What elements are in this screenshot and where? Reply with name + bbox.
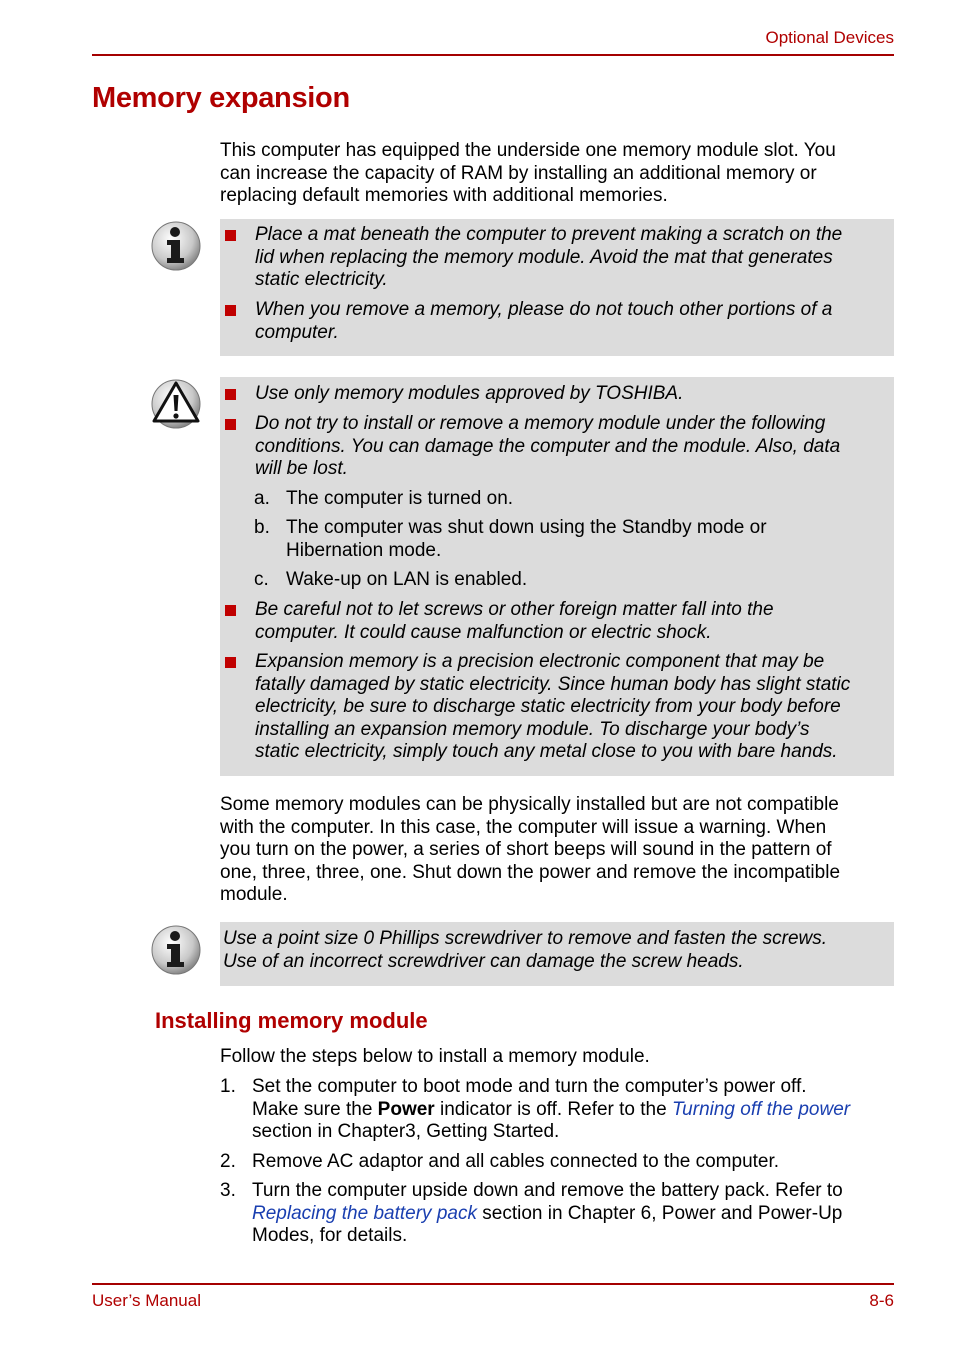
bullet-square-icon <box>225 389 236 400</box>
bullet-square-icon <box>225 605 236 616</box>
warning-icon <box>150 378 202 430</box>
info-icon <box>150 220 202 272</box>
replacing-battery-link[interactable]: Replacing the battery pack <box>252 1202 477 1224</box>
steps-intro: Follow the steps below to install a memory module. <box>220 1046 650 1067</box>
note-box: Place a mat beneath the computer to prevent making a scratch on the lid when replacing the memory module. Avoid the mat that generates static electricity. When you remove a memory, please do not touch other portions of a computer. <box>220 219 894 356</box>
footer-manual-title: User’s Manual <box>92 1291 201 1310</box>
info-icon <box>150 924 202 976</box>
page-number: 8-6 <box>869 1291 894 1310</box>
section-heading: Installing memory module <box>155 1008 428 1033</box>
intro-paragraph: This computer has equipped the underside one memory module slot. You can increase the capacity of RAM by installing an additional memory or replacing default memories with additional memories. <box>220 140 836 207</box>
bullet-square-icon <box>225 230 236 241</box>
bullet-square-icon <box>225 657 236 668</box>
header-rule <box>92 54 894 56</box>
note-box: Use a point size 0 Phillips screwdriver to remove and fasten the screws. Use of an incorrect screwdriver can damage the screw heads. <box>220 922 894 986</box>
bullet-square-icon <box>225 305 236 316</box>
page-title: Memory expansion <box>92 82 350 114</box>
compatibility-paragraph: Some memory modules can be physically installed but are not compatible with the computer. In this case, the computer will issue a warning. When you turn on the power, a series of short beeps will sound in the pattern of one, three, three, one. Shut down the power and remove the incompatible module. <box>220 794 841 906</box>
running-header: Optional Devices <box>765 28 894 47</box>
turning-off-power-link[interactable]: Turning off the power <box>671 1098 851 1120</box>
bullet-square-icon <box>225 419 236 430</box>
caution-box: Use only memory modules approved by TOSHIBA. Do not try to install or remove a memory module under the following conditions. You can damage the computer and the module. Also, data will be lost. a. The computer is turned on. b. The computer was shut down using the Standby mode or Hibernation mode. c. Wake-up on LAN is enabled. Be careful not to let screws or other foreign matter fall into the computer. It could cause malfunction or electric shock. Expansion memory is a precision electronic component that may be fatally damaged by static electricity. Since human body has slight static electricity, be sure to discharge static electricity from your body before installing an expansion memory module. To discharge your body’s static electricity, simply touch any metal close to you with bare hands. <box>220 377 894 776</box>
footer-rule <box>92 1283 894 1285</box>
